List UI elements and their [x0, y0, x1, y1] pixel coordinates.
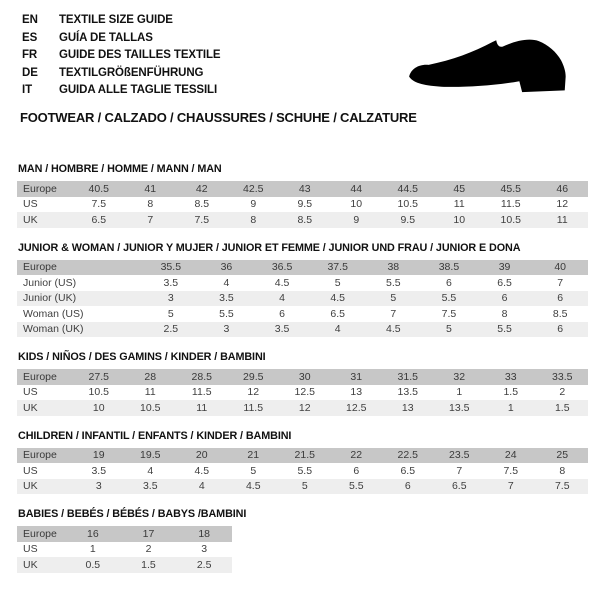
size-cell: 7.5: [503, 464, 519, 477]
size-cell: 3: [167, 292, 174, 305]
size-cell: 46: [556, 182, 569, 195]
row-label: Woman (US): [23, 307, 84, 320]
size-cell: 41: [144, 182, 157, 195]
size-cell: 5: [301, 480, 308, 493]
table-row-woman-us-: [17, 306, 588, 322]
size-cell: 5: [390, 292, 397, 305]
size-cell: 6.5: [400, 464, 416, 477]
table-row-europe: [17, 369, 588, 385]
size-cell: 6.5: [451, 480, 467, 493]
size-cell: 4: [198, 480, 205, 493]
table-row-woman-uk-: [17, 322, 588, 338]
size-cell: 45: [453, 182, 466, 195]
size-cell: 8.5: [297, 213, 313, 226]
table-title-man: MAN / HOMBRE / HOMME / MANN / MAN: [18, 163, 222, 175]
language-line-es: [22, 30, 221, 48]
size-cell: 31.5: [397, 370, 418, 383]
size-cell: 16: [86, 527, 99, 540]
language-list: [22, 12, 221, 100]
size-cell: 7.5: [91, 198, 107, 211]
size-cell: 7: [507, 480, 514, 493]
size-cell: 6: [353, 464, 360, 477]
size-cell: 25: [556, 449, 569, 462]
size-cell: 11.5: [243, 401, 264, 414]
size-cell: 11.5: [500, 198, 521, 211]
size-cell: 1.5: [141, 558, 156, 571]
row-label: Junior (US): [23, 276, 77, 289]
size-cell: 10: [92, 401, 105, 414]
language-line-fr: [22, 47, 221, 65]
size-cell: 45.5: [500, 182, 521, 195]
size-section-children: [17, 430, 588, 495]
size-cell: 2.5: [196, 558, 212, 571]
size-cell: 11: [196, 401, 208, 414]
size-cell: 1.5: [554, 401, 570, 414]
size-table-babies: [17, 526, 232, 573]
language-code: IT: [22, 84, 33, 96]
size-cell: 11: [556, 213, 568, 226]
size-section-junior-woman: [17, 242, 588, 338]
size-cell: 8: [250, 213, 257, 226]
size-cell: 5: [250, 464, 257, 477]
table-row-us: [17, 385, 588, 401]
size-cell: 31: [350, 370, 363, 383]
table-title-children: CHILDREN / INFANTIL / ENFANTS / KINDER / BAMBINI: [18, 429, 292, 442]
size-cell: 10: [453, 213, 466, 226]
table-row-europe: [17, 448, 588, 464]
size-cell: 44: [350, 182, 363, 195]
table-row-junior-uk-: [17, 291, 588, 307]
size-cell: 9: [250, 198, 257, 211]
row-label: UK: [23, 558, 38, 571]
size-cell: 5.5: [497, 323, 512, 336]
size-cell: 6: [501, 292, 508, 305]
size-cell: 4: [334, 323, 341, 336]
size-cell: 4.5: [245, 480, 261, 493]
size-cell: 6.5: [330, 307, 345, 320]
size-cell: 18: [198, 527, 210, 540]
size-cell: 7.5: [554, 480, 570, 493]
table-title-junior-woman: JUNIOR & WOMAN / JUNIOR Y MUJER / JUNIOR ET FEMME / JUNIOR UND FRAU / JUNIOR E DONA: [18, 241, 521, 254]
size-cell: 6.5: [497, 276, 512, 289]
size-section-babies: [17, 508, 588, 573]
language-code: ES: [22, 31, 38, 44]
size-cell: 13.5: [449, 401, 470, 414]
table-row-europe: [17, 260, 588, 276]
size-cell: 9.5: [297, 198, 313, 211]
size-cell: 4.5: [330, 292, 345, 305]
size-cell: 7: [390, 307, 397, 320]
size-cell: 33.5: [552, 370, 573, 383]
size-cell: 6: [404, 480, 411, 493]
size-cell: 4.5: [274, 276, 290, 289]
language-line-de: [22, 65, 221, 83]
language-label: GUIDE DES TAILLES TEXTILE: [59, 49, 221, 61]
size-cell: 6: [557, 323, 564, 336]
size-cell: 12.5: [294, 386, 315, 399]
size-cell: 28.5: [191, 370, 212, 383]
size-cell: 8: [559, 464, 566, 477]
size-cell: 11: [453, 198, 465, 211]
size-table-children: [17, 448, 588, 495]
size-cell: 1.5: [503, 386, 519, 399]
size-cell: 38: [387, 261, 400, 274]
row-label: UK: [23, 213, 38, 226]
size-cell: 10: [350, 198, 363, 211]
table-title-babies: BABIES / BEBÉS / BÉBÉS / BABYS /BAMBINI: [18, 508, 247, 520]
size-cell: 7.5: [194, 213, 210, 226]
size-cell: 37.5: [327, 261, 348, 274]
size-cell: 1: [89, 543, 96, 556]
size-cell: 4.5: [386, 323, 401, 336]
size-cell: 3.5: [274, 323, 290, 336]
language-label: TEXTILGRÖßENFÜHRUNG: [59, 66, 204, 79]
size-cell: 42: [195, 182, 208, 195]
size-cell: 19: [92, 449, 105, 462]
table-row-us: [17, 197, 588, 213]
language-label: TEXTILE SIZE GUIDE: [59, 14, 173, 26]
size-cell: 22.5: [397, 449, 418, 462]
row-label: Junior (UK): [23, 292, 77, 305]
table-title-kids: KIDS / NIÑOS / DES GAMINS / KINDER / BAMBINI: [18, 351, 266, 363]
language-code: EN: [22, 14, 38, 26]
size-cell: 36.5: [271, 261, 293, 274]
language-code: DE: [22, 66, 38, 79]
size-cell: 0.5: [85, 558, 101, 571]
size-cell: 10.5: [500, 213, 521, 226]
size-cell: 3.5: [91, 464, 107, 477]
size-tables: [17, 163, 588, 587]
size-cell: 3.5: [163, 276, 179, 289]
table-row-uk: [17, 212, 588, 228]
size-cell: 3: [95, 480, 102, 493]
size-cell: 12: [556, 198, 569, 211]
language-code: FR: [22, 49, 38, 61]
size-cell: 3.5: [142, 480, 158, 493]
size-cell: 4.5: [194, 464, 210, 477]
row-label: Europe: [23, 370, 57, 383]
size-cell: 13: [350, 386, 363, 399]
table-row-us: [17, 542, 232, 558]
size-cell: 3: [223, 323, 230, 336]
row-label: US: [23, 198, 38, 211]
size-cell: 42.5: [243, 182, 264, 195]
shoe-icon: [398, 22, 574, 104]
size-cell: 6.5: [91, 213, 107, 226]
size-cell: 5.5: [441, 292, 457, 305]
size-cell: 23.5: [449, 449, 470, 462]
size-cell: 2.5: [163, 323, 179, 336]
size-cell: 27.5: [88, 370, 109, 383]
size-cell: 29.5: [243, 370, 264, 383]
table-row-uk: [17, 400, 588, 416]
size-cell: 7: [456, 464, 463, 477]
size-cell: 8: [147, 198, 154, 211]
size-cell: 9.5: [400, 213, 416, 226]
size-cell: 36: [220, 261, 233, 274]
row-label: UK: [23, 401, 38, 414]
size-cell: 12: [247, 386, 260, 399]
size-cell: 8: [501, 307, 508, 320]
row-label: US: [23, 386, 38, 399]
size-cell: 40: [554, 261, 567, 274]
category-title: FOOTWEAR / CALZADO / CHAUSSURES / SCHUHE / CALZATURE: [20, 110, 417, 125]
language-line-en: [22, 12, 221, 30]
size-cell: 3.5: [219, 292, 234, 305]
size-cell: 13.5: [397, 386, 418, 399]
size-cell: 40.5: [88, 182, 109, 195]
size-cell: 5: [167, 307, 174, 320]
size-cell: 3: [201, 543, 208, 556]
size-cell: 38.5: [438, 261, 460, 274]
size-cell: 12: [298, 401, 311, 414]
size-cell: 21.5: [294, 449, 315, 462]
size-cell: 30: [298, 370, 311, 383]
size-cell: 22: [350, 449, 363, 462]
size-cell: 12.5: [346, 401, 367, 414]
size-cell: 6: [446, 276, 452, 289]
table-row-europe: [17, 526, 232, 542]
size-table-kids: [17, 369, 588, 416]
size-cell: 10.5: [88, 386, 109, 399]
size-cell: 5.5: [386, 276, 401, 289]
size-cell: 28: [144, 370, 157, 383]
size-section-man: [17, 163, 588, 228]
size-cell: 20: [195, 449, 208, 462]
row-label: US: [23, 464, 38, 477]
size-cell: 5.5: [348, 480, 364, 493]
size-cell: 24: [504, 449, 517, 462]
size-cell: 5.5: [219, 307, 234, 320]
size-cell: 32: [453, 370, 466, 383]
size-cell: 7.5: [441, 307, 457, 320]
size-cell: 8.5: [552, 307, 568, 320]
size-cell: 13: [401, 401, 414, 414]
size-cell: 33: [504, 370, 517, 383]
size-cell: 43: [298, 182, 311, 195]
table-row-europe: [17, 181, 588, 197]
row-label: Woman (UK): [23, 323, 84, 336]
row-label: UK: [23, 480, 38, 493]
size-cell: 6: [557, 292, 564, 305]
row-label: Europe: [23, 449, 57, 462]
size-cell: 5: [446, 323, 452, 336]
size-cell: 4: [279, 292, 285, 305]
language-label: GUÍA DE TALLAS: [59, 31, 153, 44]
size-cell: 4: [147, 464, 154, 477]
size-table-junior-woman: [17, 260, 588, 338]
size-section-kids: [17, 351, 588, 416]
size-cell: 35.5: [160, 261, 182, 274]
size-cell: 4: [223, 276, 230, 289]
language-label: GUIDA ALLE TAGLIE TESSILI: [59, 84, 218, 96]
size-cell: 10.5: [397, 198, 418, 211]
size-cell: 10.5: [140, 401, 161, 414]
size-cell: 1: [507, 401, 514, 414]
size-cell: 11.5: [191, 386, 212, 399]
size-table-man: [17, 181, 588, 228]
size-cell: 11: [144, 386, 156, 399]
size-cell: 5.5: [297, 464, 313, 477]
table-row-uk: [17, 557, 232, 573]
size-cell: 2: [559, 386, 566, 399]
size-cell: 7: [147, 213, 154, 226]
table-row-junior-us-: [17, 275, 588, 291]
language-line-it: [22, 82, 221, 100]
size-cell: 7: [557, 276, 564, 289]
size-cell: 2: [145, 543, 152, 556]
table-row-uk: [17, 479, 588, 495]
size-cell: 17: [142, 527, 155, 540]
size-cell: 5: [334, 276, 341, 289]
row-label: Europe: [23, 182, 57, 195]
size-cell: 6: [279, 307, 285, 320]
row-label: Europe: [23, 527, 57, 540]
size-cell: 8.5: [194, 198, 210, 211]
size-cell: 1: [456, 386, 463, 399]
size-cell: 21: [247, 449, 260, 462]
size-cell: 44.5: [397, 182, 418, 195]
row-label: Europe: [23, 261, 57, 274]
table-row-us: [17, 463, 588, 479]
size-cell: 19.5: [140, 449, 161, 462]
row-label: US: [23, 543, 38, 556]
size-cell: 9: [353, 213, 360, 226]
size-cell: 39: [498, 261, 511, 274]
